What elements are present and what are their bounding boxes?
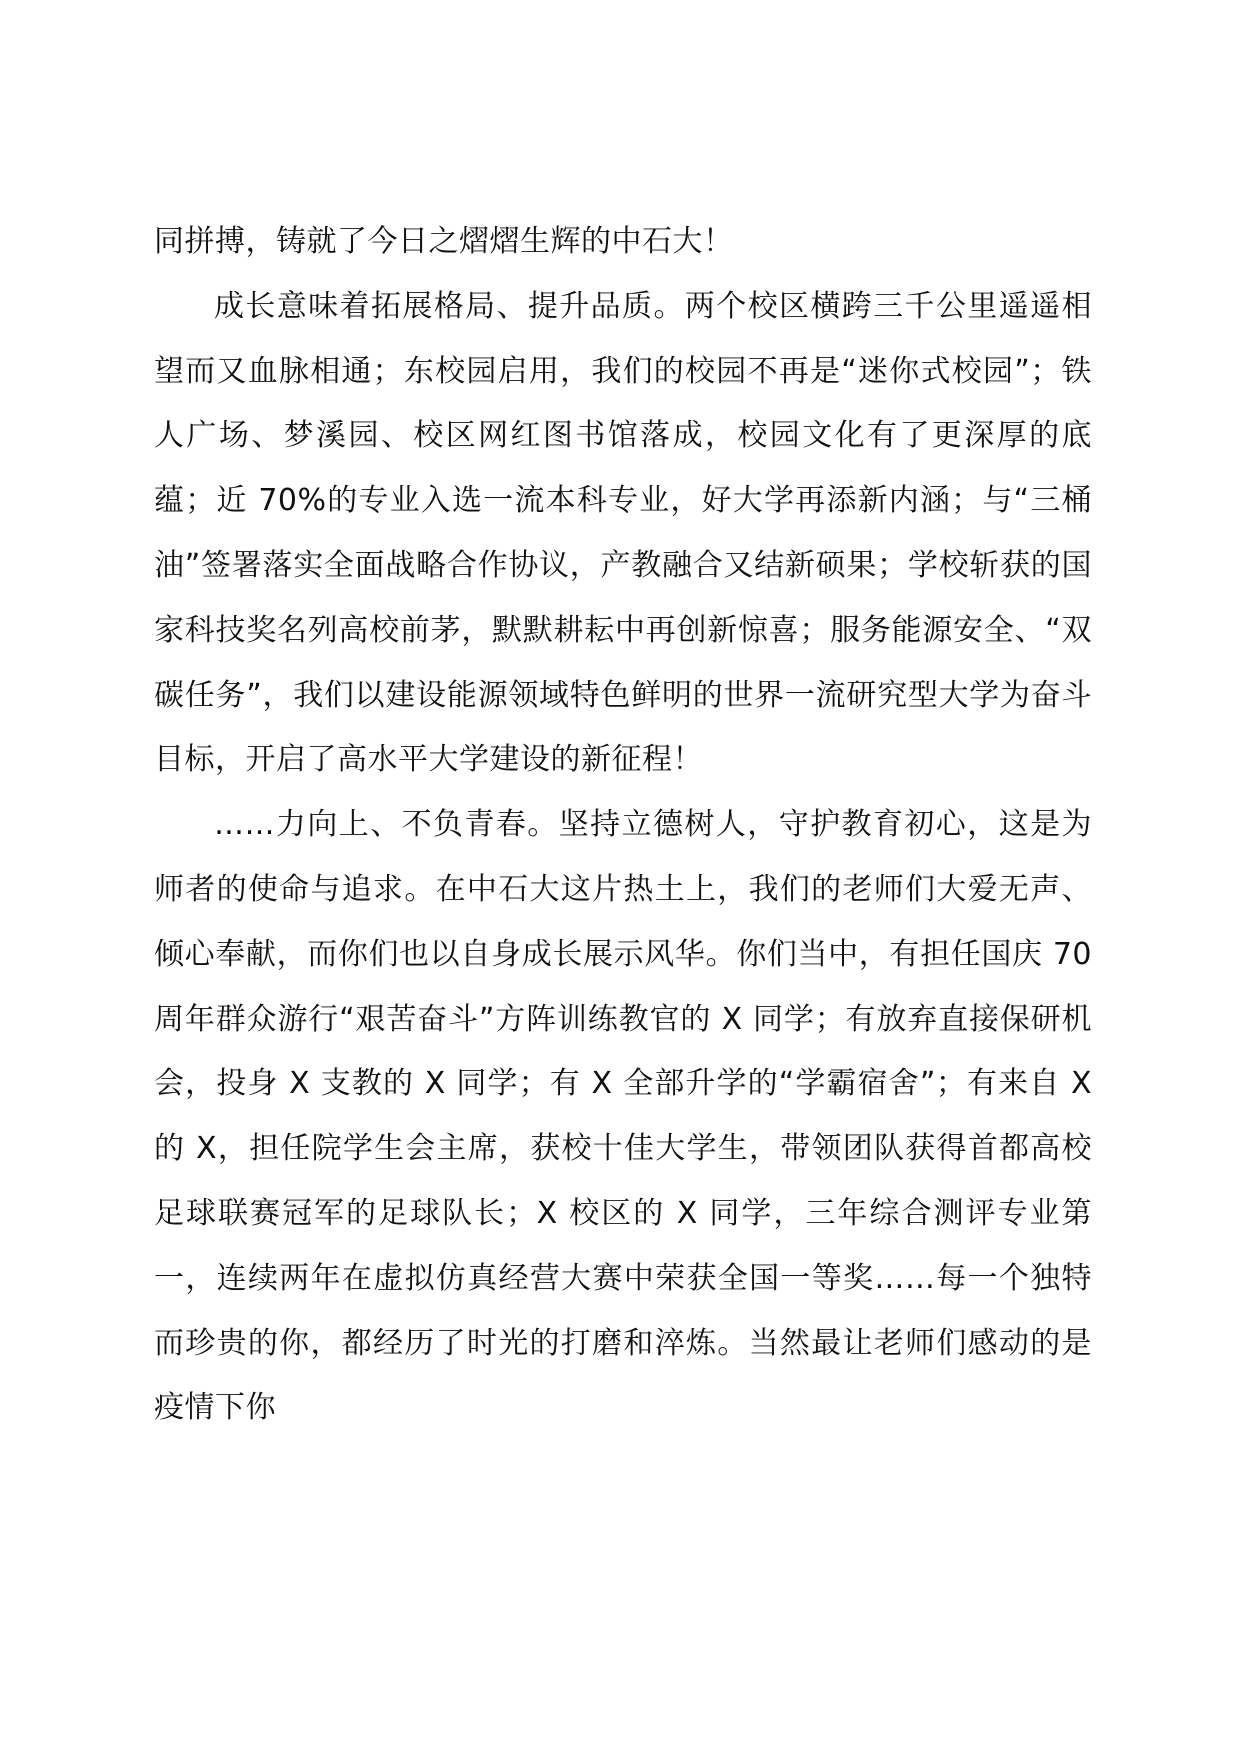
body-text (154, 210, 1092, 1441)
paragraph-1: 同拼搏，铸就了今日之熠熠生辉的中石大！ (154, 224, 734, 259)
paragraph-3: ……力向上、不负青春。坚持立德树人，守护教育初心，这是为师者的使命与追求。在中石大这片热土上，我们的老师们大爱无声、倾心奉献，而你们也以自身成长展示风华。你们当中，有担任国庆 70 周年群众游行“艰苦奋斗”方阵训练教官的 X 同学；有放弃直接保研机会，投身 X 支教的 X 同学；有 X 全部升学的“学霸宿舍”；有来自 X 的 X，担任院学生会主席，获校十佳大学生，带领团队获得首都高校足球联赛冠军的足球队长；X 校区的 X 同学，三年综合测评专业第一，连续两年在虚拟仿真经营大赛中荣获全国一等奖……每一个独特而珍贵的你，都经历了时光的打磨和淬炼。当然最让老师们感动的是疫情下你 (154, 807, 1092, 1426)
paragraph-2: 成长意味着拓展格局、提升品质。两个校区横跨三千公里遥遥相望而又血脉相通；东校园启用，我们的校园不再是“迷你式校园”；铁人广场、梦溪园、校区网红图书馆落成，校园文化有了更深厚的底蕴；近 70%的专业入选一流本科专业，好大学再添新内涵；与“三桶油”签署落实全面战略合作协议，产教融合又结新硕果；学校斩获的国家科技奖名列高校前茅，默默耕耘中再创新惊喜；服务能源安全、“双碳任务”，我们以建设能源领域特色鲜明的世界一流研究型大学为奋斗目标，开启了高水平大学建设的新征程！ (154, 288, 1092, 778)
